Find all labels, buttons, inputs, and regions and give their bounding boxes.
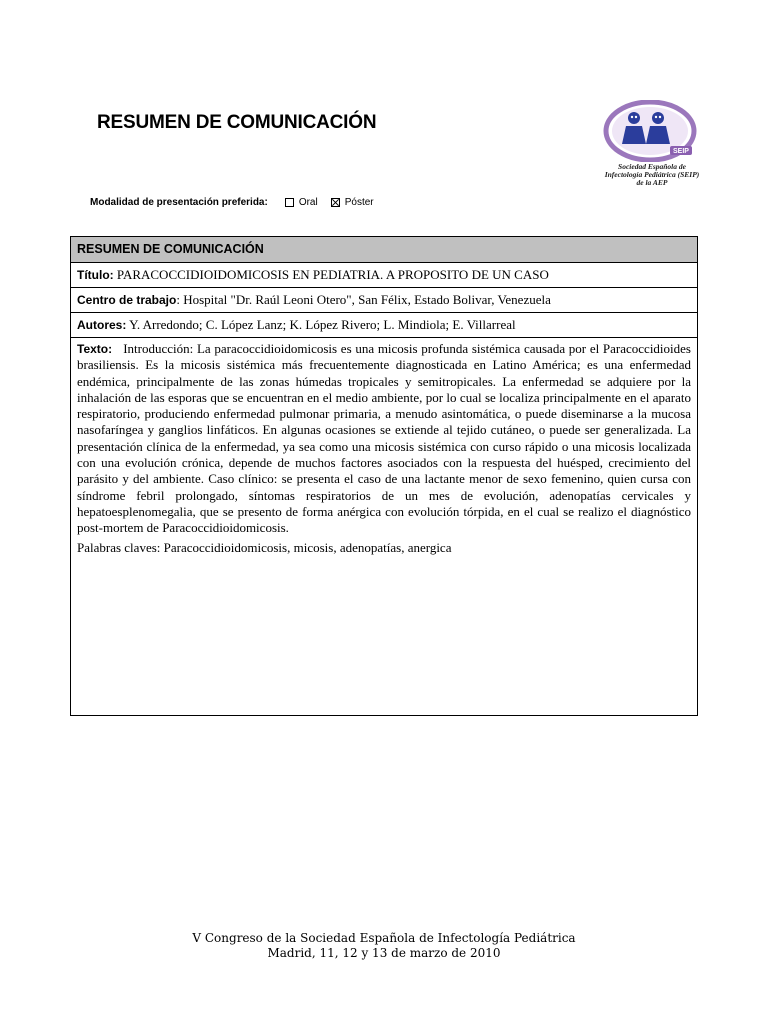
page-title: RESUMEN DE COMUNICACIÓN xyxy=(97,112,377,133)
abstract-form xyxy=(70,236,698,716)
centro-row xyxy=(71,288,697,313)
texto-block xyxy=(71,338,697,540)
option-oral-label: Oral xyxy=(298,197,318,208)
seip-logo xyxy=(596,100,704,205)
logo-caption-line: Sociedad Española de xyxy=(618,162,686,171)
oral-checkbox[interactable] xyxy=(285,198,294,207)
titulo-value: PARACOCCIDIOIDOMICOSIS EN PEDIATRIA. A PROPOSITO DE UN CASO xyxy=(116,267,549,282)
option-poster-label: Póster xyxy=(344,197,374,208)
modalidad-row xyxy=(90,197,387,208)
footer-line-1: V Congreso de la Sociedad Española de Infectología Pediátrica xyxy=(192,931,576,945)
texto-label: Texto: xyxy=(77,342,113,356)
centro-value: : Hospital "Dr. Raúl Leoni Otero", San Félix, Estado Bolivar, Venezuela xyxy=(176,292,551,307)
option-poster[interactable] xyxy=(331,197,374,208)
centro-label: Centro de trabajo xyxy=(77,293,177,307)
titulo-row xyxy=(71,263,697,288)
autores-value: Y. Arredondo; C. López Lanz; K. López Rivero; L. Mindiola; E. Villarreal xyxy=(129,317,516,332)
footer xyxy=(0,931,768,961)
modalidad-label: Modalidad de presentación preferida: xyxy=(90,197,268,208)
footer-line-2: Madrid, 11, 12 y 13 de marzo de 2010 xyxy=(267,946,501,960)
texto-value: Introducción: La paracoccidioidomicosis es una micosis profunda sistémica causada por el Paracoccidioides brasiliensis. Es la micosis sistémica más frecuentemente diagnosticada en Latino América; es una enfermedad endémica, principalmente de las zonas húmedas tropicales y semitropicales. La enfermedad se adquiere por la inhalación de las esporas que se encuentran en el medio ambiente, por lo cual se localiza principalmente en el aparato respiratorio, produciendo enfermedad pulmonar primaria, a menudo asintomática, o puede diseminarse a la mucosa nasofaríngea y ganglios linfáticos. En algunas ocasiones se extiende al tejido cutáneo, o puede ser generalizada. La presentación clínica de la enfermedad, ya sea como una micosis sistémica con curso rápido o una micosis localizada con una evolución crónica, depende de muchos factores asociados con la respuesta del huésped, crecimiento del parásito y del ambiente. Caso clínico: se presenta el caso de una lactante menor de sexo femenino, quien cursa con síndrome febril prolongado, síntomas respiratorios de un mes de evolución, adenopatías cervicales y hepatoesplenomegalia, que se presento de forma anérgica con evolución tórpida, en el cual se realizo el diagnóstico post-mortem de Paracoccidioidomicosis. xyxy=(77,341,691,536)
logo-caption-line: de la AEP xyxy=(636,178,668,187)
autores-row xyxy=(71,313,697,338)
seip-logo-emblem xyxy=(596,100,704,162)
poster-checkbox[interactable] xyxy=(331,198,340,207)
palabras-claves: Palabras claves: Paracoccidioidomicosis, micosis, adenopatías, anergica xyxy=(77,539,452,555)
autores-label: Autores: xyxy=(77,318,127,332)
logo-caption-line: Infectología Pediátrica (SEIP) xyxy=(604,170,700,179)
section-header: RESUMEN DE COMUNICACIÓN xyxy=(71,237,697,263)
logo-caption xyxy=(592,163,712,187)
option-oral[interactable] xyxy=(285,197,318,208)
titulo-label: Título: xyxy=(77,268,114,282)
svg-text:SEIP: SEIP xyxy=(673,148,689,155)
